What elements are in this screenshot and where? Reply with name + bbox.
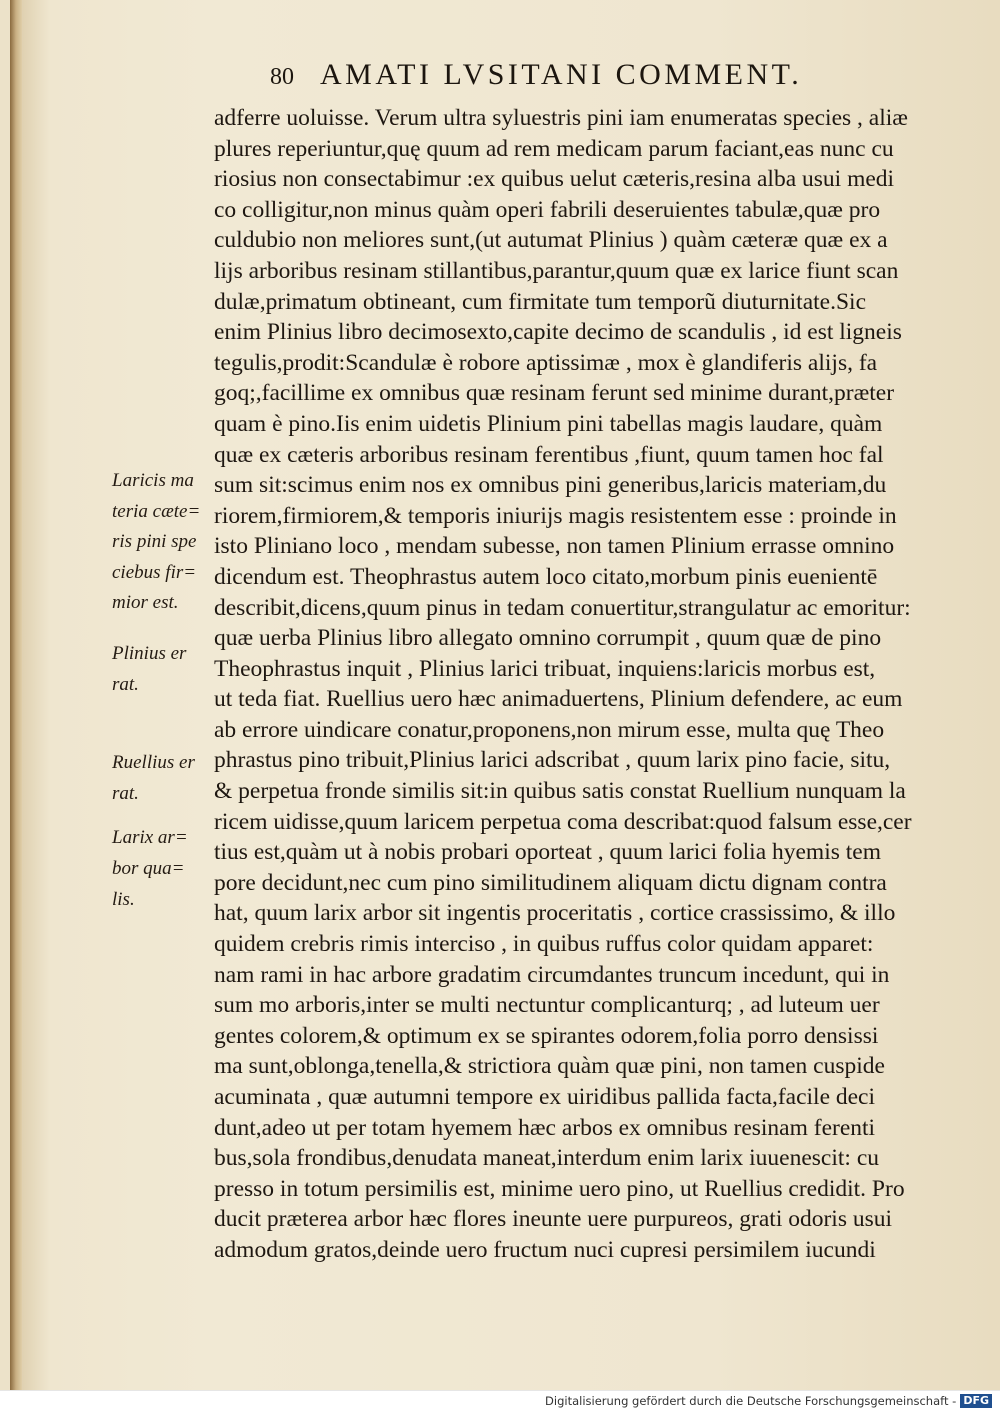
page-gutter bbox=[10, 0, 22, 1390]
margin-note-line: Plinius er bbox=[112, 642, 187, 664]
text-line: phrastus pino tribuit,Plinius larici adscribat , quum larix pino facie, situ, bbox=[214, 747, 891, 774]
text-line: bus,sola frondibus,denudata maneat,interdum enim larix iuuenescit: cu bbox=[214, 1145, 879, 1172]
text-line: ricem uidisse,quum laricem perpetua coma describat:quod falsum esse,cer bbox=[214, 808, 912, 835]
margin-note-spacer bbox=[112, 619, 212, 639]
text-line: dulæ,primatum obtineant, cum firmitate tum temporũ diuturnitate.Sic bbox=[214, 288, 866, 315]
text-line: quidem crebris rimis interciso , in quibus ruffus color quidam apparet: bbox=[214, 931, 874, 958]
text-line: ut teda fiat. Ruellius uero hæc animaduertens, Plinium defendere, ac eum bbox=[214, 686, 903, 713]
margin-note bbox=[112, 823, 212, 915]
text-line: ducit præterea arbor hæc flores ineunte uere purpureos, grati odoris usui bbox=[214, 1206, 893, 1233]
text-line: pore decidunt,nec cum pino similitudinem aliquam dictu dignam contra bbox=[214, 869, 887, 896]
text-line: hat, quum larix arbor sit ingentis proceritatis , cortice crassissimo, & illo bbox=[214, 900, 896, 927]
margin-note-line: bor qua= bbox=[112, 857, 185, 879]
digitization-credit-bar bbox=[0, 1390, 1000, 1411]
text-line: riosius non consectabimur :ex quibus uelut cæteris,resina alba usui medi bbox=[214, 166, 895, 193]
margin-note bbox=[112, 639, 212, 700]
margin-note-spacer bbox=[112, 809, 212, 823]
text-line: ab errore uindicare conatur,proponens,non mirum esse, multa quę Theo bbox=[214, 716, 885, 743]
running-title: AMATI LVSITANI COMMENT. bbox=[320, 58, 803, 91]
margin-note-line: teria cæte= bbox=[112, 500, 201, 522]
text-line: culdubio non meliores sunt,(ut autumat Plinius ) quàm cæteræ quæ ex a bbox=[214, 227, 888, 254]
text-line: enim Plinius libro decimosexto,capite decimo de scandulis , id est ligneis bbox=[214, 319, 902, 346]
text-line: admodum gratos,deinde uero fructum nuci cupresi persimilem iucundi bbox=[214, 1236, 876, 1263]
dfg-logo: DFG bbox=[960, 1394, 992, 1408]
text-line: quæ ex cæteris arboribus resinam ferentibus ,fiunt, quum tamen hoc fal bbox=[214, 441, 884, 468]
text-line: Theophrastus inquit , Plinius larici tribuat, inquiens:laricis morbus est, bbox=[214, 655, 876, 682]
margin-note-line: Laricis ma bbox=[112, 470, 194, 491]
text-line: nam rami in hac arbore gradatim circumdantes truncum incedunt, qui in bbox=[214, 961, 890, 988]
margin-note bbox=[112, 466, 212, 619]
text-line: tegulis,prodit:Scandulæ è robore aptissimæ , mox è glandiferis alijs, fa bbox=[214, 349, 878, 376]
margin-notes bbox=[112, 466, 212, 915]
text-line: co colligitur,non minus quàm operi fabrili deseruientes tabulæ,quæ pro bbox=[214, 196, 881, 223]
margin-note-spacer bbox=[112, 700, 212, 748]
margin-note-line: ris pini spe bbox=[112, 531, 197, 553]
margin-note-line: rat. bbox=[112, 782, 139, 804]
text-line: sum mo arboris,inter se multi nectuntur complicanturq; , ad luteum uer bbox=[214, 992, 880, 1019]
text-line: dicendum est. Theophrastus autem loco citato,morbum pinis euenientē bbox=[214, 563, 878, 590]
page-header bbox=[270, 58, 890, 92]
text-line: sum sit:scimus enim nos ex omnibus pini generibus,laricis materiam,du bbox=[214, 472, 887, 499]
text-line: tius est,quàm ut à nobis probari oporteat , quum larici folia hyemis tem bbox=[214, 839, 881, 866]
text-line: ma sunt,oblonga,tenella,& strictiora quàm quæ pini, non tamen cuspide bbox=[214, 1053, 885, 1080]
text-line: quam è pino.Iis enim uidetis Plinium pini tabellas magis laudare, quàm bbox=[214, 410, 883, 437]
digitization-credit: Digitalisierung gefördert durch die Deutsche Forschungsgemeinschaft - bbox=[545, 1394, 957, 1408]
text-line: gentes colorem,& optimum ex se spirantes odorem,folia porro densissi bbox=[214, 1022, 879, 1049]
margin-note-line: lis. bbox=[112, 888, 135, 910]
folio-number: 80 bbox=[270, 64, 294, 90]
text-line: adferre uoluisse. Verum ultra syluestris pini iam enumeratas species , aliæ bbox=[214, 105, 908, 131]
text-line: goq;,facillime ex omnibus quæ resinam ferunt sed minime durant,præter bbox=[214, 380, 895, 407]
text-line: dunt,adeo ut per totam hyemem hæc arbos ex omnibus resinam ferenti bbox=[214, 1114, 876, 1141]
margin-note-line: rat. bbox=[112, 673, 139, 695]
text-line: presso in totum persimilis est, minime uero pino, ut Ruellius credidit. Pro bbox=[214, 1175, 905, 1202]
margin-note bbox=[112, 748, 212, 809]
margin-note-line: mior est. bbox=[112, 592, 179, 614]
text-line: riorem,firmiorem,& temporis iniurijs magis resistentem esse : proinde in bbox=[214, 502, 897, 529]
main-text-block bbox=[214, 103, 974, 1266]
text-line: acuminata , quæ autumni tempore ex uiridibus pallida facta,facile deci bbox=[214, 1084, 876, 1110]
text-line: plures reperiuntur,quę quum ad rem medicam parum faciant,eas nunc cu bbox=[214, 135, 894, 162]
margin-note-line: ciebus fir= bbox=[112, 561, 197, 583]
margin-note-line: Larix ar= bbox=[112, 827, 188, 849]
text-line: describit,dicens,quum pinus in tedam conuertitur,strangulatur ac emoritur: bbox=[214, 594, 911, 621]
text-line: & perpetua fronde similis sit:in quibus satis constat Ruellium nunquam la bbox=[214, 778, 906, 805]
margin-note-line: Ruellius er bbox=[112, 752, 195, 774]
text-line: isto Pliniano loco , mendam subesse, non tamen Plinium errasse omnino bbox=[214, 533, 895, 560]
text-line: lijs arboribus resinam stillantibus,parantur,quum quæ ex larice fiunt scan bbox=[214, 257, 899, 284]
text-line: quæ uerba Plinius libro allegato omnino corrumpit , quum quæ de pino bbox=[214, 625, 882, 652]
